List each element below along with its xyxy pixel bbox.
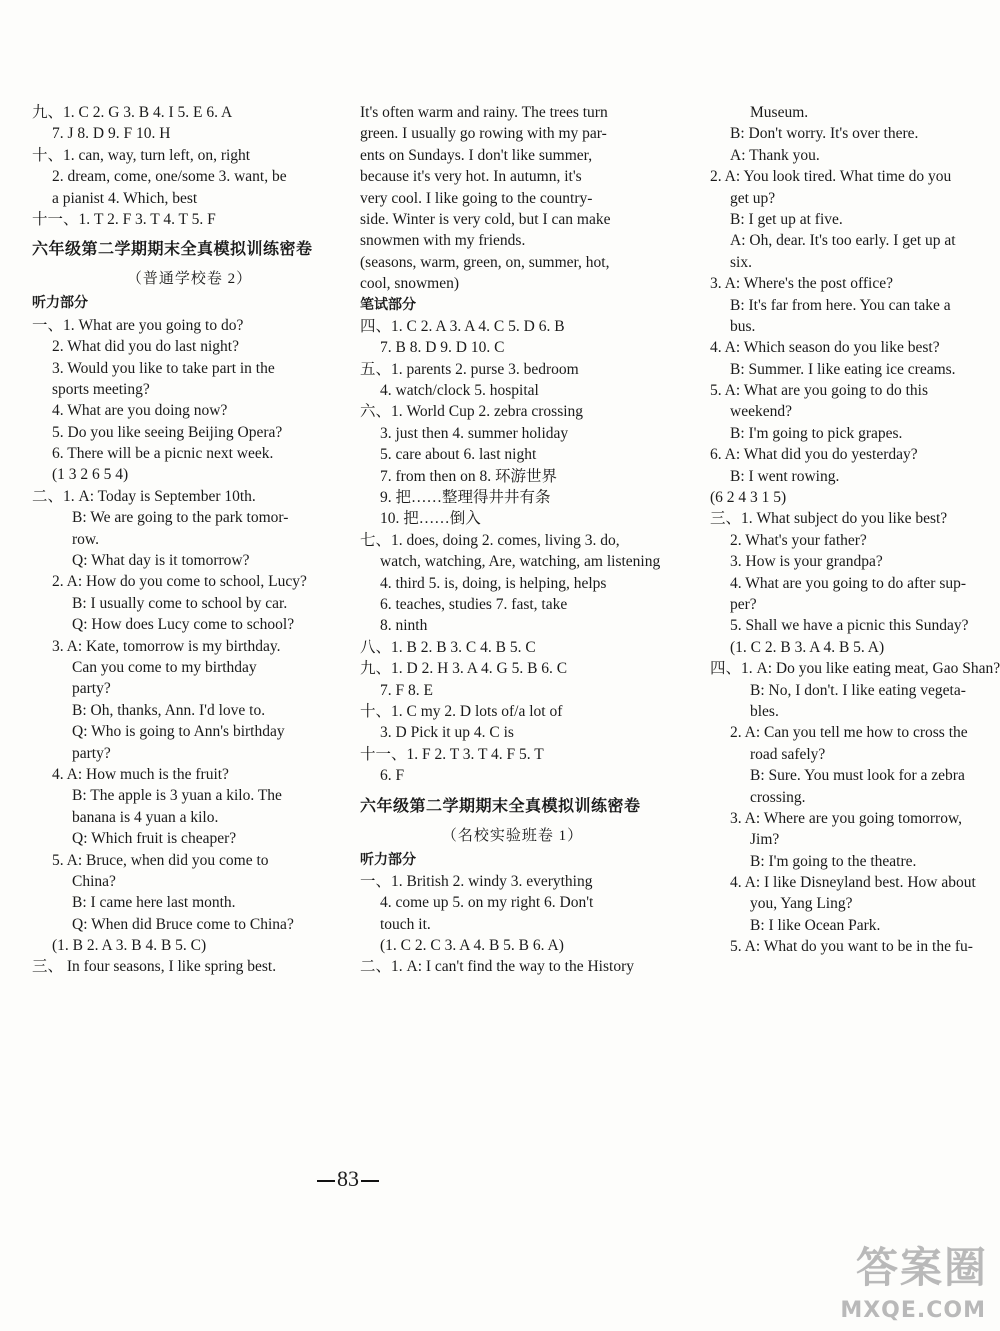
text-line: row. xyxy=(72,530,99,548)
text-line: B: I came here last month. xyxy=(72,894,236,912)
text-line: 6. A: What did you do yesterday? xyxy=(710,446,918,464)
text-line: 5. A: Bruce, when did you come to xyxy=(52,851,269,869)
text-line: B: Oh, thanks, Ann. I'd love to. xyxy=(72,701,266,719)
text-line: B: I went rowing. xyxy=(730,467,840,485)
text-line: 4. A: I like Disneyland best. How about xyxy=(730,874,976,892)
text-line: per? xyxy=(730,595,757,613)
text-line: B: Summer. I like eating ice creams. xyxy=(730,360,956,378)
text-line: B: We are going to the park tomor- xyxy=(72,509,289,527)
text-line: 四、1. A: Do you like eating meat, Gao Shan? xyxy=(710,660,1000,678)
text-line: B: Don't worry. It's over there. xyxy=(730,125,919,143)
column-left xyxy=(32,102,347,978)
text-line: very cool. I like going to the country- xyxy=(360,189,593,207)
text-line: bus. xyxy=(730,317,756,335)
text-line: 2. A: How do you come to school, Lucy? xyxy=(52,573,307,591)
text-line: snowmen with my friends. xyxy=(360,232,526,250)
text-line: (1. C 2. C 3. A 4. B 5. B 6. A) xyxy=(380,937,564,955)
text-line: watch, watching, Are, watching, am listening xyxy=(380,553,661,571)
text-line: 5. Shall we have a picnic this Sunday? xyxy=(730,617,969,635)
text-line: 4. What are you going to do after sup- xyxy=(730,574,967,592)
text-line: sports meeting? xyxy=(52,380,150,398)
passage-answers xyxy=(360,102,665,295)
text-line: 3. A: Where are you going tomorrow, xyxy=(730,809,963,827)
text-line: 4. come up 5. on my right 6. Don't xyxy=(380,894,594,912)
text-line: party? xyxy=(72,744,111,762)
text-line: 七、1. does, doing 2. comes, living 3. do, xyxy=(360,531,620,549)
text-line: 十一、1. F 2. T 3. T 4. F 5. T xyxy=(360,745,544,763)
text-line: banana is 4 yuan a kilo. xyxy=(72,808,219,826)
column-middle xyxy=(360,102,665,978)
text-line: 10. 把……倒入 xyxy=(380,510,481,528)
text-line: (6 2 4 3 1 5) xyxy=(710,489,787,507)
section-title: 六年级第二学期期末全真模拟训练密卷 xyxy=(32,239,313,259)
text-line: A: Thank you. xyxy=(730,146,820,164)
text-line: 3. just then 4. summer holiday xyxy=(380,424,569,442)
text-line: Jim? xyxy=(750,831,780,849)
text-line: 2. What's your father? xyxy=(730,531,867,549)
text-line: 3. How is your grandpa? xyxy=(730,553,883,571)
text-line: B: Sure. You must look for a zebra xyxy=(750,767,965,785)
text-line: 3. A: Kate, tomorrow is my birthday. xyxy=(52,637,281,655)
written-label: 笔试部分 xyxy=(360,296,416,313)
listening-label: 听力部分 xyxy=(32,295,88,312)
text-line: 8. ninth xyxy=(380,617,428,635)
text-line: get up? xyxy=(730,189,776,207)
text-line: B: It's far from here. You can take a xyxy=(730,296,951,314)
text-line: 2. What did you do last night? xyxy=(52,338,239,356)
text-line: 3. Would you like to take part in the xyxy=(52,359,275,377)
listening-answers xyxy=(32,315,347,978)
text-line: 4. A: How much is the fruit? xyxy=(52,765,229,783)
column-right xyxy=(710,102,1000,958)
text-line: crossing. xyxy=(750,788,806,806)
text-line: 四、1. C 2. A 3. A 4. C 5. D 6. B xyxy=(360,317,565,335)
text-line: 十一、1. T 2. F 3. T 4. T 5. F xyxy=(32,210,216,228)
text-line: It's often warm and rainy. The trees turn xyxy=(360,104,608,121)
text-line: road safely? xyxy=(750,745,826,763)
text-line: 二、1. A: I can't find the way to the History xyxy=(360,958,634,976)
text-line: 5. A: What are you going to do this xyxy=(710,382,928,400)
text-line: weekend? xyxy=(730,403,792,421)
listening-answers xyxy=(360,871,665,978)
dialogue-answers xyxy=(710,102,1000,958)
text-line: China? xyxy=(72,872,116,890)
text-line: (1. C 2. B 3. A 4. B 5. A) xyxy=(730,638,885,656)
text-line: 八、1. B 2. B 3. C 4. B 5. C xyxy=(360,638,536,656)
text-line: A: Oh, dear. It's too early. I get up at xyxy=(730,232,956,250)
text-line: 5. care about 6. last night xyxy=(380,446,537,464)
text-line: 一、1. What are you going to do? xyxy=(32,316,244,334)
watermark-logo: 答案圈 xyxy=(855,1243,988,1292)
text-line: six. xyxy=(730,253,752,271)
text-line: B: No, I don't. I like eating vegeta- xyxy=(750,681,966,699)
text-line: Q: What day is it tomorrow? xyxy=(72,552,250,570)
text-line: a pianist 4. Which, best xyxy=(52,189,198,207)
text-line: 6. There will be a picnic next week. xyxy=(52,445,274,463)
text-line: touch it. xyxy=(380,915,431,933)
text-line: 7. J 8. D 9. F 10. H xyxy=(52,125,171,143)
text-line: you, Yang Ling? xyxy=(750,895,853,913)
text-line: B: I get up at five. xyxy=(730,210,843,228)
text-line: (1 3 2 6 5 4) xyxy=(52,466,129,484)
section-subtitle: （名校实验班卷 1） xyxy=(441,827,584,844)
section-title: 六年级第二学期期末全真模拟训练密卷 xyxy=(360,795,641,815)
text-line: Q: How does Lucy come to school? xyxy=(72,616,295,634)
text-line: 4. watch/clock 5. hospital xyxy=(380,382,539,400)
text-line: 6. teaches, studies 7. fast, take xyxy=(380,595,568,613)
listening-label: 听力部分 xyxy=(360,851,416,868)
text-line: Q: Who is going to Ann's birthday xyxy=(72,723,285,741)
text-line: cool, snowmen) xyxy=(360,275,460,293)
text-line: (seasons, warm, green, on, summer, hot, xyxy=(360,253,610,271)
text-line: bles. xyxy=(750,702,779,720)
answer-block-top xyxy=(32,102,347,230)
text-line: 4. What are you doing now? xyxy=(52,402,228,420)
text-line: B: The apple is 3 yuan a kilo. The xyxy=(72,787,282,805)
text-line: 7. from then on 8. 环游世界 xyxy=(380,467,557,485)
text-line: party? xyxy=(72,680,111,698)
text-line: 7. F 8. E xyxy=(380,681,433,699)
text-line: B: I like Ocean Park. xyxy=(750,916,881,934)
text-line: 三、1. What subject do you like best? xyxy=(710,510,948,528)
text-line: 2. A: You look tired. What time do you xyxy=(710,168,952,186)
text-line: B: I'm going to pick grapes. xyxy=(730,424,903,442)
text-line: green. I usually go rowing with my par- xyxy=(360,125,607,143)
text-line: 7. B 8. D 9. D 10. C xyxy=(380,339,505,357)
text-line: B: I usually come to school by car. xyxy=(72,594,288,612)
text-line: 三、 In four seasons, I like spring best. xyxy=(32,958,277,976)
text-line: 十、1. C my 2. D lots of/a lot of xyxy=(360,702,563,720)
text-line: 2. A: Can you tell me how to cross the xyxy=(730,724,968,742)
text-line: 5. Do you like seeing Beijing Opera? xyxy=(52,423,283,441)
text-line: 二、1. A: Today is September 10th. xyxy=(32,487,256,505)
text-line: 2. dream, come, one/some 3. want, be xyxy=(52,168,287,186)
text-line: 十、1. can, way, turn left, on, right xyxy=(32,146,251,164)
text-line: 3. D Pick it up 4. C is xyxy=(380,724,514,742)
page-number: 83 xyxy=(315,1166,381,1192)
text-line: Can you come to my birthday xyxy=(72,658,257,676)
text-line: B: I'm going to the theatre. xyxy=(750,852,917,870)
text-line: 五、1. parents 2. purse 3. bedroom xyxy=(360,360,579,378)
text-line: 9. 把……整理得井井有条 xyxy=(380,489,551,507)
text-line: 6. F xyxy=(380,767,405,785)
section-subtitle: （普通学校卷 2） xyxy=(126,271,253,288)
text-line: 九、1. C 2. G 3. B 4. I 5. E 6. A xyxy=(32,104,233,121)
text-line: because it's very hot. In autumn, it's xyxy=(360,168,582,186)
text-line: 4. A: Which season do you like best? xyxy=(710,339,940,357)
text-line: 六、1. World Cup 2. zebra crossing xyxy=(360,403,584,421)
text-line: 一、1. British 2. windy 3. everything xyxy=(360,872,593,890)
written-answers xyxy=(360,316,665,787)
watermark-url: MXQE.COM xyxy=(840,1298,986,1323)
text-line: 3. A: Where's the post office? xyxy=(710,275,894,293)
text-line: 5. A: What do you want to be in the fu- xyxy=(730,938,973,956)
text-line: ents on Sundays. I don't like summer, xyxy=(360,146,593,164)
text-line: 九、1. D 2. H 3. A 4. G 5. B 6. C xyxy=(360,660,568,678)
text-line: (1. B 2. A 3. B 4. B 5. C) xyxy=(52,937,207,955)
text-line: side. Winter is very cold, but I can make xyxy=(360,210,611,228)
text-line: Museum. xyxy=(750,104,809,121)
text-line: 4. third 5. is, doing, is helping, helps xyxy=(380,574,607,592)
text-line: Q: When did Bruce come to China? xyxy=(72,915,294,933)
text-line: Q: Which fruit is cheaper? xyxy=(72,830,237,848)
